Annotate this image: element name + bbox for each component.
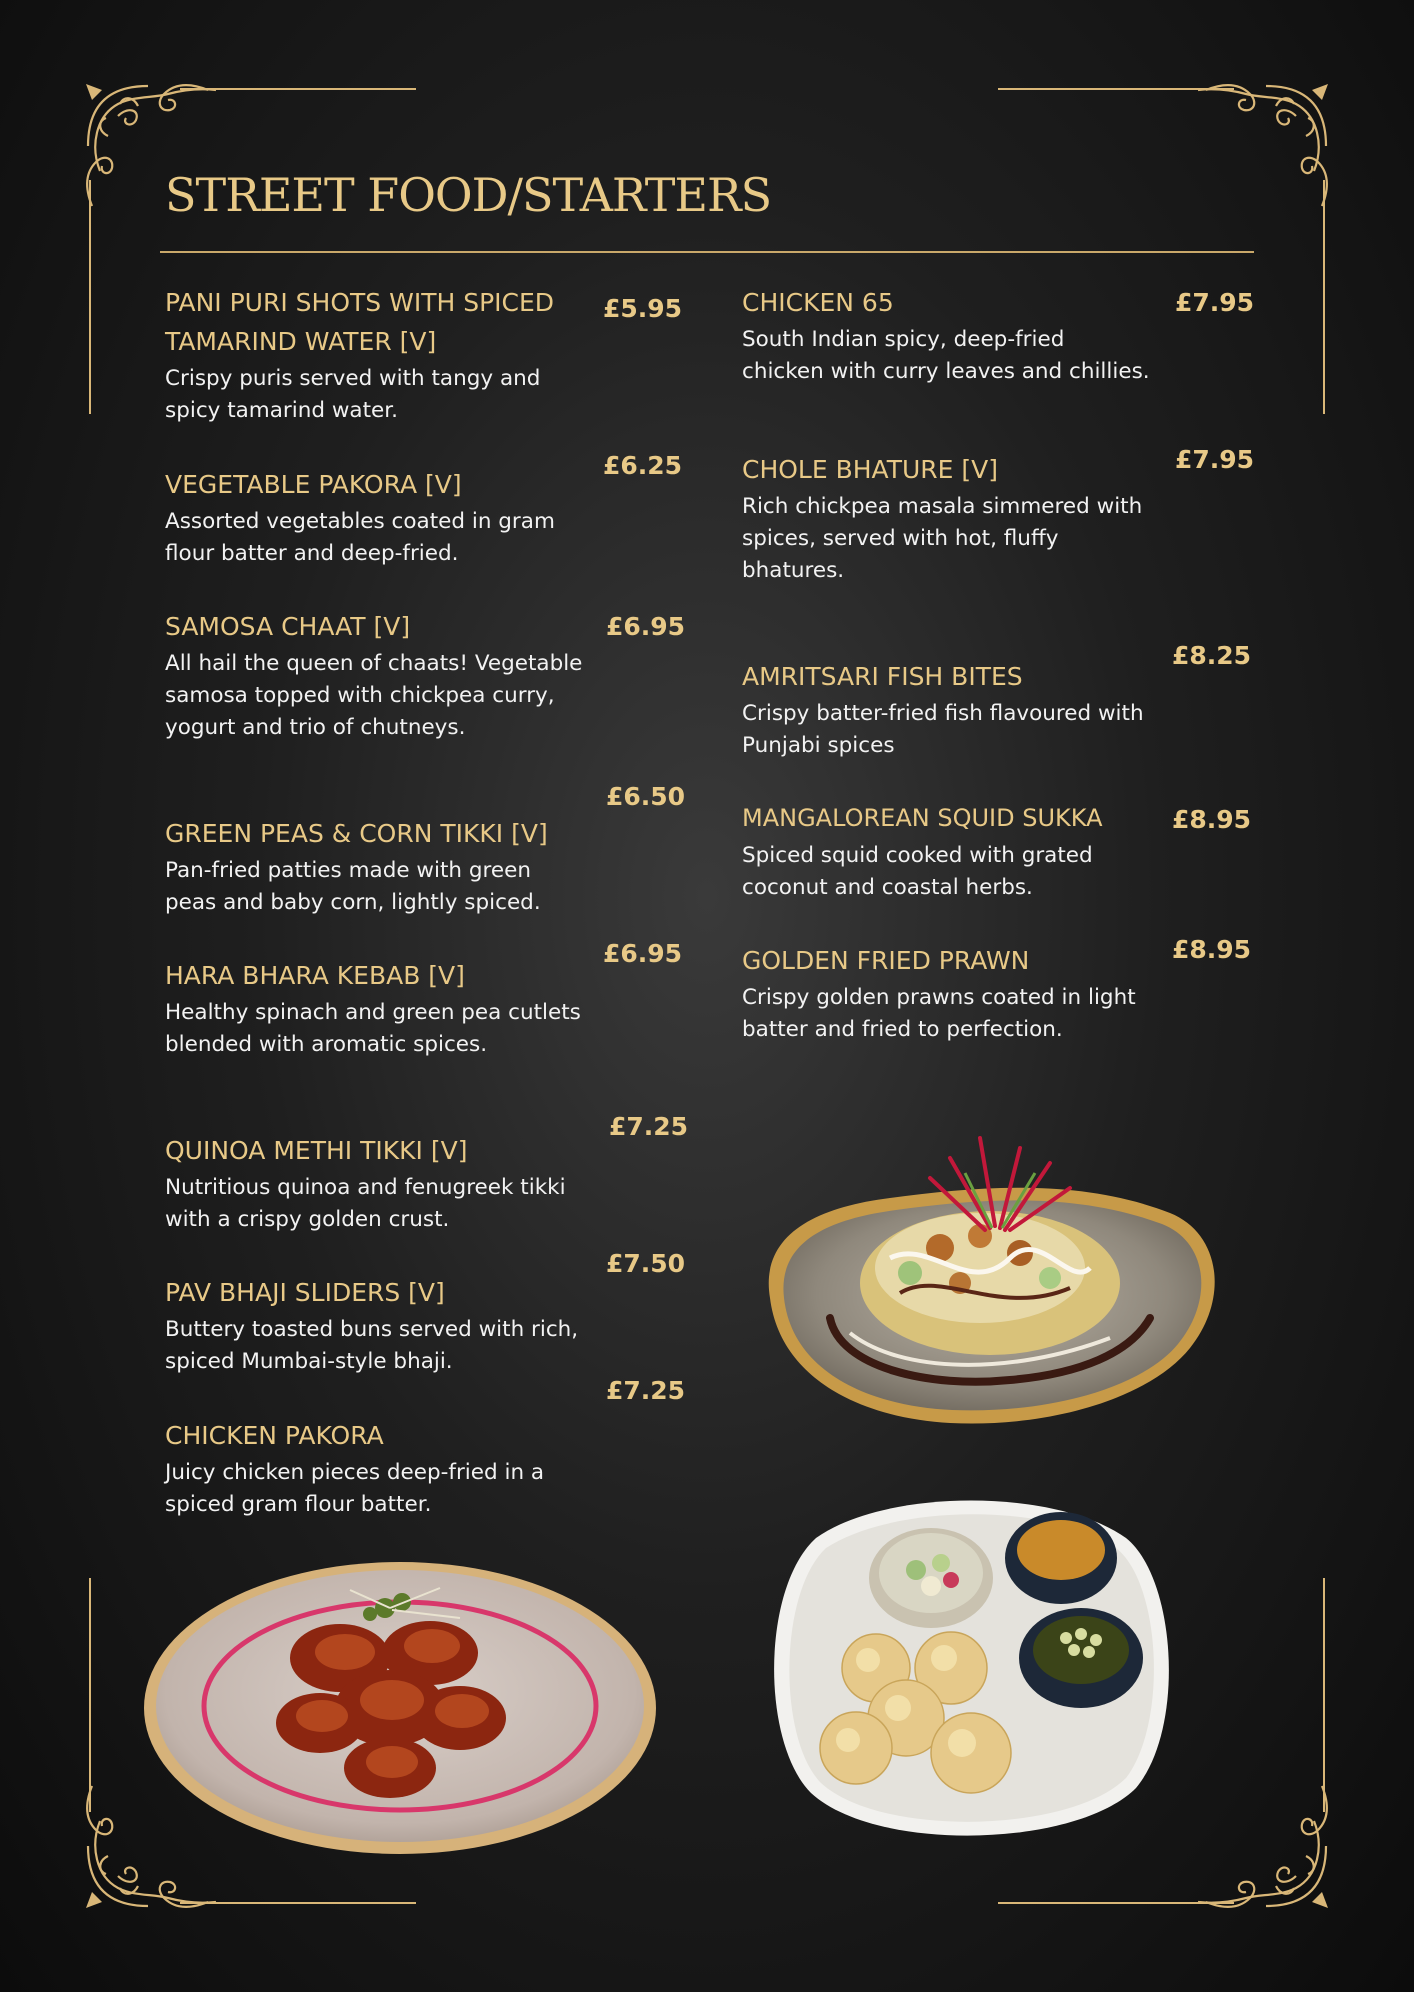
page-title: STREET FOOD/STARTERS (165, 168, 772, 222)
item-description: Spiced squid cooked with grated coconut and coastal herbs. (742, 843, 1093, 900)
chicken-65-photo (140, 1548, 660, 1858)
item-price: £5.95 (603, 294, 683, 323)
item-name: MANGALOREAN SQUID SUKKA (742, 804, 1103, 832)
item-price: £7.25 (606, 1376, 686, 1405)
menu-item-pani-puri (165, 283, 585, 427)
item-description: Buttery toasted buns served with rich, spiced Mumbai-style bhaji. (165, 1317, 579, 1374)
item-name: VEGETABLE PAKORA [V] (165, 470, 462, 499)
item-price: £7.95 (1175, 445, 1255, 474)
item-description: Assorted vegetables coated in gram flour batter and deep-fried. (165, 509, 555, 566)
item-price: £6.50 (606, 782, 686, 811)
ornament-bottom-right-icon (1196, 1776, 1336, 1916)
item-name: HARA BHARA KEBAB [V] (165, 961, 465, 990)
menu-item-pav-bhaji-sliders (165, 1273, 585, 1378)
menu-item-mangalorean-squid-sukka (742, 799, 1182, 904)
item-description: Juicy chicken pieces deep-fried in a spiced gram flour batter. (165, 1460, 545, 1517)
menu-item-chole-bhature (742, 450, 1152, 587)
menu-item-green-peas-tikki (165, 814, 585, 919)
item-name: QUINOA METHI TIKKI [V] (165, 1136, 468, 1165)
item-name: GOLDEN FRIED PRAWN (742, 946, 1030, 975)
item-price: £8.95 (1172, 805, 1252, 834)
menu-item-hara-bhara-kebab (165, 956, 585, 1061)
menu-item-amritsari-fish-bites (742, 657, 1152, 762)
item-description: All hail the queen of chaats! Vegetable samosa topped with chickpea curry, yogurt and trio of chutneys. (165, 651, 583, 740)
menu-item-quinoa-methi-tikki (165, 1131, 585, 1236)
item-price: £6.95 (606, 612, 686, 641)
item-name: GREEN PEAS & CORN TIKKI [V] (165, 819, 548, 848)
pani-puri-photo (756, 1478, 1186, 1858)
menu-item-vegetable-pakora (165, 465, 585, 570)
menu-item-samosa-chaat (165, 607, 585, 744)
item-name: AMRITSARI FISH BITES (742, 662, 1023, 691)
item-name: CHICKEN PAKORA (165, 1421, 384, 1450)
item-description: Crispy puris served with tangy and spicy tamarind water. (165, 366, 541, 423)
item-description: Healthy spinach and green pea cutlets blended with aromatic spices. (165, 1000, 581, 1057)
menu-item-chicken-65 (742, 283, 1152, 388)
item-description: Crispy golden prawns coated in light batter and fried to perfection. (742, 985, 1136, 1042)
item-price: £8.25 (1172, 641, 1252, 670)
item-name: CHOLE BHATURE [V] (742, 455, 999, 484)
item-description: Rich chickpea masala simmered with spices, served with hot, fluffy bhatures. (742, 494, 1143, 583)
item-price: £6.95 (603, 939, 683, 968)
title-divider (160, 251, 1254, 253)
item-price: £7.50 (606, 1249, 686, 1278)
ornament-top-right-icon (1196, 76, 1336, 216)
item-description: Nutritious quinoa and fenugreek tikki with a crispy golden crust. (165, 1175, 566, 1232)
menu-item-golden-fried-prawn (742, 941, 1152, 1046)
samosa-chaat-photo (750, 1118, 1230, 1438)
item-name: PAV BHAJI SLIDERS [V] (165, 1278, 445, 1307)
item-name: PANI PURI SHOTS WITH SPICED TAMARIND WATER [V] (165, 288, 555, 356)
item-price: £7.25 (609, 1112, 689, 1141)
item-description: Crispy batter-fried fish flavoured with Punjabi spices (742, 701, 1144, 758)
item-description: Pan-fried patties made with green peas and baby corn, lightly spiced. (165, 858, 541, 915)
item-name: SAMOSA CHAAT [V] (165, 612, 411, 641)
menu-item-chicken-pakora (165, 1416, 585, 1521)
item-price: £8.95 (1172, 935, 1252, 964)
item-price: £7.95 (1175, 288, 1255, 317)
item-description: South Indian spicy, deep-fried chicken with curry leaves and chillies. (742, 327, 1150, 384)
item-name: CHICKEN 65 (742, 288, 894, 317)
item-price: £6.25 (603, 451, 683, 480)
